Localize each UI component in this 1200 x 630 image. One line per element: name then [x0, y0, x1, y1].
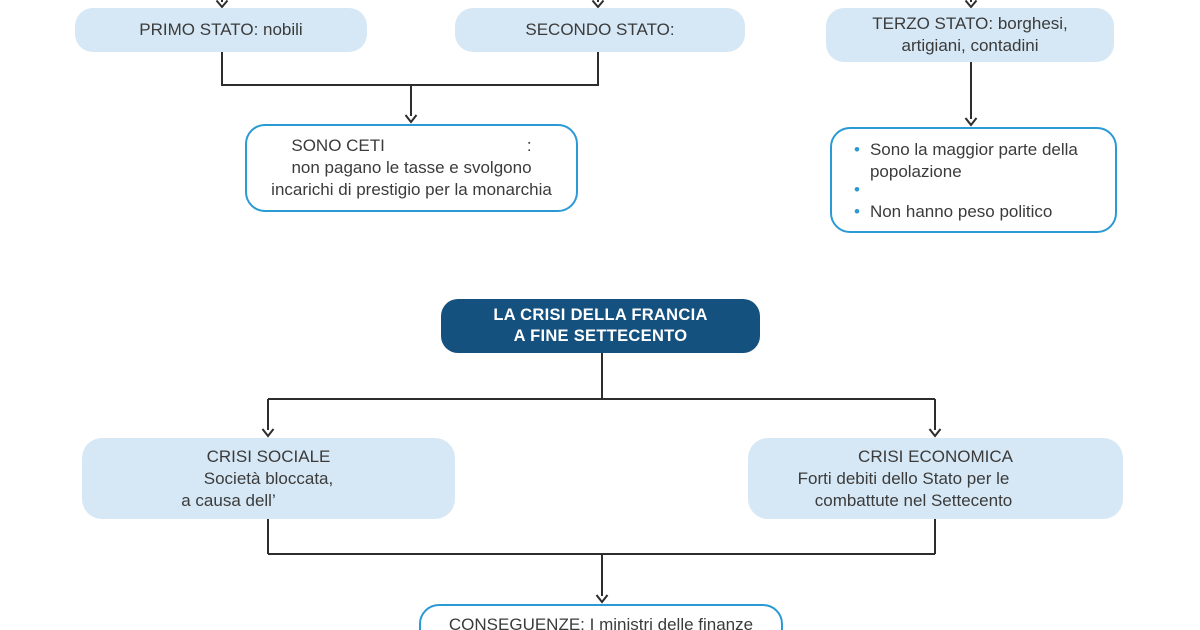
- crisi-economica-line2: Forti debiti dello Stato per le: [797, 468, 1010, 488]
- bullet-icon: •: [854, 140, 860, 159]
- feature-text: Sono la maggior parte della popolazione: [869, 140, 1078, 181]
- crisi-economica-line1: CRISI ECONOMICA: [858, 446, 1013, 466]
- box-crisi-sociale: [82, 438, 455, 519]
- box-terzo-stato: [826, 8, 1114, 62]
- box-ceti-privilegiati: [245, 124, 578, 212]
- box-crisi-economica: [748, 438, 1123, 519]
- box-primo-stato: [75, 8, 367, 52]
- box-secondo-stato: [455, 8, 745, 52]
- ceti-line1: [247, 135, 576, 157]
- crisi-title-line1: LA CRISI DELLA FRANCIA: [493, 306, 708, 324]
- secondo-stato-label: SECONDO STATO:: [525, 20, 675, 39]
- crisi-sociale-line3: a causa dell’: [181, 490, 276, 510]
- crisi-economica-line3: combattute nel Settecento: [814, 490, 1013, 510]
- connector-stati-to-ceti: [222, 52, 598, 122]
- terzo-stato-line1: TERZO STATO: borghesi,: [872, 14, 1068, 33]
- ceti-line1-label: SONO CETI: [291, 136, 385, 155]
- terzo-stato-line2: artigiani, contadini: [901, 36, 1039, 55]
- feature-item-blank: [854, 179, 1101, 201]
- box-crisi-title: [441, 299, 760, 353]
- arrow-into-terzo-stato: [966, 0, 977, 7]
- feature-item: [854, 201, 1101, 223]
- conseguenze-line1: CONSEGUENZE: I ministri delle finanze: [448, 615, 754, 630]
- arrow-into-primo-stato: [217, 0, 228, 7]
- ceti-line3: incarichi di prestigio per la monarchia: [271, 180, 552, 199]
- bullet-icon: •: [854, 180, 860, 199]
- box-conseguenze: [419, 604, 783, 630]
- primo-stato-label: PRIMO STATO: nobili: [139, 20, 303, 39]
- connector-crisi-to-conseguenze: [268, 519, 935, 602]
- feature-item: [854, 139, 1101, 179]
- crisi-title-line2: A FINE SETTECENTO: [513, 327, 688, 345]
- ceti-line2: non pagano le tasse e svolgono: [291, 158, 532, 177]
- connector-title-to-crisi: [263, 353, 941, 436]
- box-terzo-stato-features: [830, 127, 1117, 233]
- feature-text: Non hanno peso politico: [869, 202, 1053, 221]
- connector-terzo-to-features: [966, 62, 977, 125]
- ceti-line1-colon: :: [526, 136, 532, 155]
- arrow-into-secondo-stato: [593, 0, 604, 7]
- crisi-sociale-line2: Società bloccata,: [203, 468, 334, 488]
- bullet-icon: •: [854, 202, 860, 221]
- crisi-sociale-line1: CRISI SOCIALE: [206, 446, 331, 466]
